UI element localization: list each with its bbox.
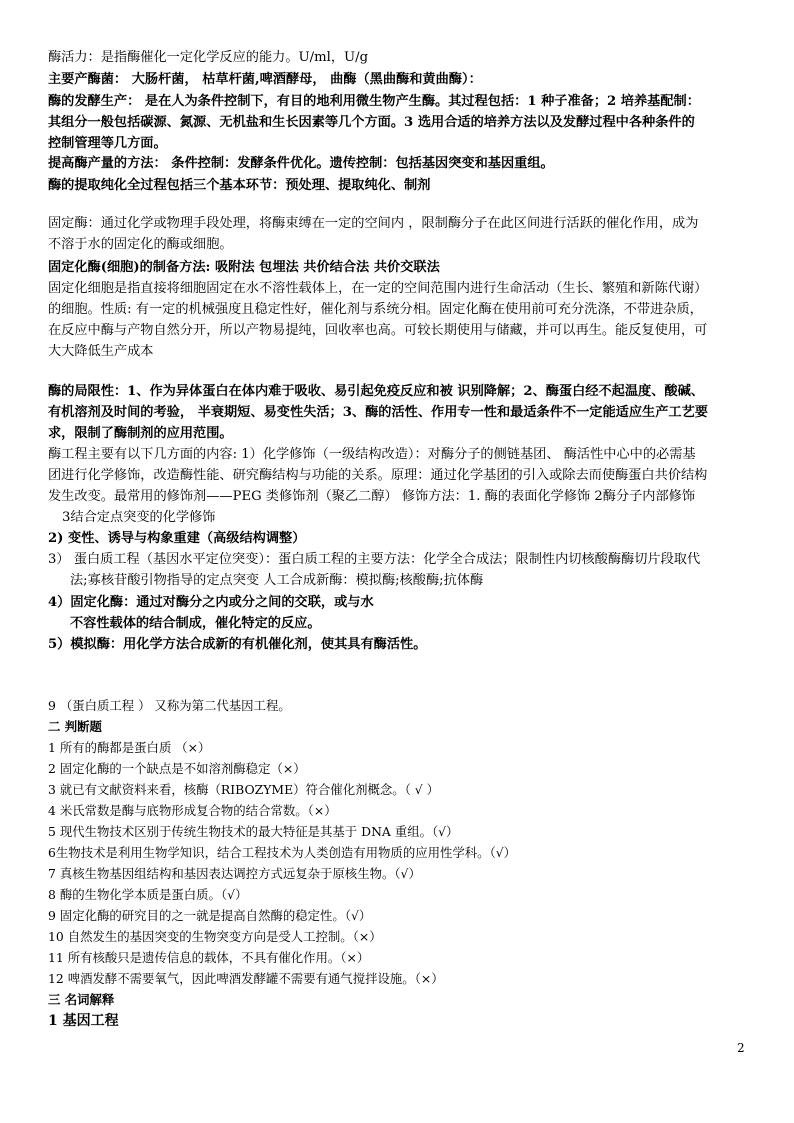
text-line: 9 （蛋白质工程 ） 又称为第二代基因工程。 — [48, 698, 291, 713]
text-line: 控制管理等几方面。 — [48, 136, 167, 151]
text-line: 在反应中酶与产物自然分开，所以产物易提纯，回收率也高。可较长期使用与储藏，并可以再生。能反复使用，可 — [48, 323, 708, 338]
text-line: 4）固定化酶：通过对酶分之内或分之间的交联，或与水 — [48, 595, 374, 610]
text-line: 的细胞。性质: 有一定的机械强度且稳定性好，催化剂与系统分相。固定化酶在使用前可充分洗涤，不带进杂质， — [48, 302, 703, 317]
list-item: 11 所有核酸只是遗传信息的载体，不具有催化作用。（×） — [48, 950, 370, 965]
list-item: 7 真核生物基因组结构和基因表达调控方式远复杂于原核生物。（√） — [48, 866, 421, 881]
list-item: 12 啤酒发酵不需要氧气，因此啤酒发酵罐不需要有通气搅拌设施。（×） — [48, 971, 444, 986]
text-line: 大大降低生产成本 — [48, 344, 154, 359]
section-heading: 二 判断题 — [48, 719, 102, 734]
text-line: 5）模拟酶：用化学方法合成新的有机催化剂，使其具有酶活性。 — [48, 637, 427, 652]
text-line: 固定化酶(细胞)的制备方法: 吸附法 包埋法 共价结合法 共价交联法 — [48, 260, 440, 275]
text-line: 求，限制了酶制剂的应用范围。 — [48, 426, 233, 441]
text-line: 法;寡核苷酸引物指导的定点突变 人工合成新酶：模拟酶;核酸酶;抗体酶 — [70, 573, 484, 588]
text-line: 发生改变。最常用的修饰剂——PEG 类修饰剂（聚乙二醇） 修饰方法：1. 酶的表面化学修饰 2酶分子内部修饰 — [48, 489, 696, 504]
text-line: 其组分一般包括碳源、氮源、无机盐和生长因素等几个方面。3 选用合适的培养方法以及发酵过程中各种条件的 — [48, 115, 695, 130]
text-line: 酶工程主要有以下几方面的内容: 1）化学修饰（一级结构改造）：对酶分子的侧链基团、 酶活性中心中的必需基 — [48, 447, 696, 462]
text-line: 2) 变性、诱导与构象重建（高级结构调整） — [48, 531, 306, 546]
list-item: 9 固定化酶的研究目的之一就是提高自然酶的稳定性。（√） — [48, 908, 372, 923]
list-item: 5 现代生物技术区别于传统生物技术的最大特征是其基于 DNA 重组。（√） — [48, 824, 459, 839]
list-item: 10 自然发生的基因突变的生物突变方向是受人工控制。（×） — [48, 929, 382, 944]
text-line: 有机溶剂及时间的考验， 半衰期短、易变性失活；3、酶的活性、作用专一性和最适条件不一定能适应生产工艺要 — [48, 405, 708, 420]
list-item: 1 所有的酶都是蛋白质 （×） — [48, 740, 211, 755]
text-line: 不溶于水的固定化的酶或细胞。 — [48, 237, 233, 252]
page-number: 2 — [737, 1041, 745, 1055]
text-line: 主要产酶菌： 大肠杆菌， 枯草杆菌,啤酒酵母， 曲酶（黑曲酶和黄曲酶）： — [48, 72, 482, 87]
text-line: 酶的发酵生产： 是在人为条件控制下，有目的地利用微生物产生酶。其过程包括：1 种子准备；2 培养基配制： — [48, 94, 700, 109]
text-line: 3结合定点突变的化学修饰 — [62, 510, 216, 525]
list-item: 2 固定化酶的一个缺点是不如溶剂酶稳定（×） — [48, 761, 306, 776]
text-line: 固定化细胞是指直接将细胞固定在水不溶性载体上，在一定的空间范围内进行生命活动（生长、繁殖和新陈代谢） — [48, 281, 708, 296]
text-line: 提高酶产量的方法： 条件控制：发酵条件优化。遗传控制：包括基因突变和基因重组。 — [48, 156, 554, 171]
text-line: 不容性载体的结合制成，催化特定的反应。 — [70, 616, 321, 631]
text-line: 酶的局限性：1、作为异体蛋白在体内难于吸收、易引起免疫反应和被 识别降解；2、酶蛋白经不起温度、酸碱、 — [48, 384, 704, 399]
section-heading: 三 名词解释 — [48, 992, 115, 1007]
text-line: 酶的提取纯化全过程包括三个基本环节：预处理、提取纯化、制剂 — [48, 178, 431, 193]
term-heading: 1 基因工程 — [48, 1013, 119, 1029]
list-item: 8 酶的生物化学本质是蛋白质。（√） — [48, 887, 248, 902]
list-item: 6生物技术是利用生物学知识，结合工程技术为人类创造有用物质的应用性学科。（√） — [48, 845, 517, 860]
text-line: 3） 蛋白质工程（基因水平定位突变）：蛋白质工程的主要方法：化学全合成法；限制性内切核酸酶酶切片段取代 — [48, 552, 701, 567]
text-line: 固定酶：通过化学或物理手段处理，将酶束缚在一定的空间内 ，限制酶分子在此区间进行活跃的催化作用，成为 — [48, 216, 699, 231]
text-line: 团进行化学修饰，改造酶性能、研究酶结构与功能的关系。原理：通过化学基团的引入或除去而使酶蛋白共价结构 — [48, 468, 708, 483]
list-item: 3 就已有文献资料来看，核酶（RIBOZYME）符合催化剂概念。（ √ ） — [48, 782, 440, 797]
list-item: 4 米氏常数是酶与底物形成复合物的结合常数。（×） — [48, 803, 337, 818]
text-line: 酶活力：是指酶催化一定化学反应的能力。U/ml，U/g — [48, 50, 369, 65]
